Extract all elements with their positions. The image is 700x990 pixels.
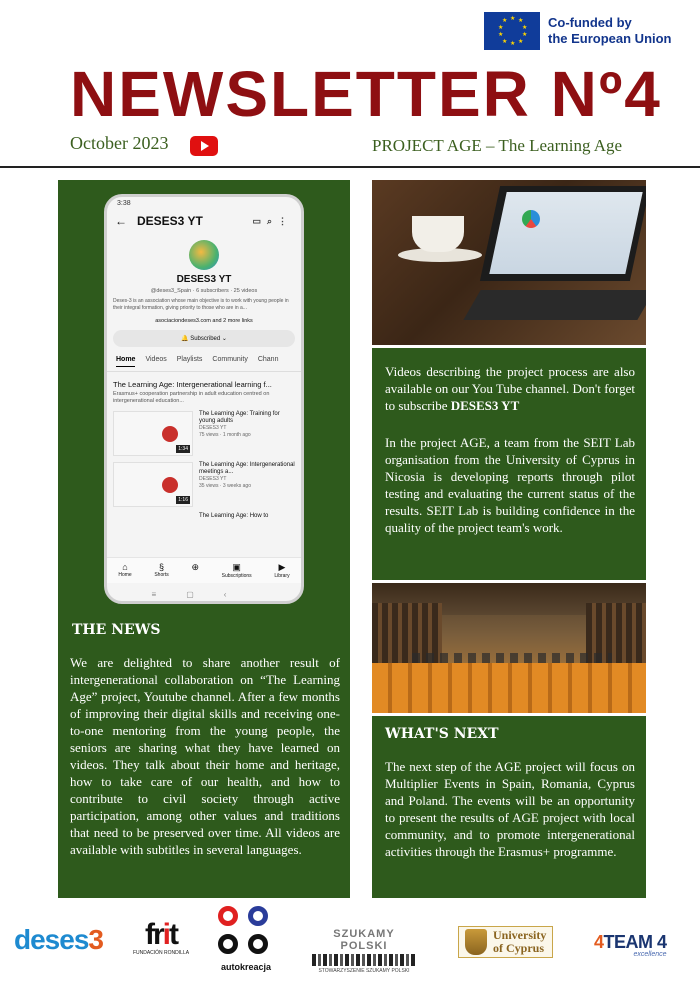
tab-home: Home xyxy=(116,356,135,367)
home-icon: ⌂ xyxy=(122,562,128,572)
video-title: The Learning Age: How to xyxy=(199,513,269,519)
fundacion-rondilla-logo: frit FUNDACIÓN RONDILLA xyxy=(132,918,190,956)
project-name: PROJECT AGE – The Learning Age xyxy=(372,136,623,155)
back-arrow-icon: ← xyxy=(115,214,127,228)
nav-shorts: § Shorts xyxy=(154,562,169,578)
video-channel: DESES3 YT xyxy=(199,476,227,482)
deses3-logo: deses3 xyxy=(14,924,103,955)
next-body: The next step of the AGE project will focus on Multiplier Events in Spain, Romania, Cyprus and Poland. The events will be an opportunity to present the results of AGE project with local community, and to promote intergenerational activities through the Erasmus+ programme. xyxy=(385,759,635,859)
tab-playlists: Playlists xyxy=(176,356,203,363)
university-of-cyprus-logo: University of Cyprus xyxy=(458,926,553,958)
video-item xyxy=(107,507,301,520)
video-channel: DESES3 YT xyxy=(199,425,227,431)
cyprus-emblem-icon xyxy=(465,929,487,955)
channel-name-bold: DESES3 YT xyxy=(450,398,520,413)
video-thumbnail: 1:16 xyxy=(113,462,193,507)
seit-lab-text: In the project AGE, a team from the SEIT Lab organisation from the University of Cyprus in Nicosia is developing reports through pilot testing and evaluating the current status of the results. SEIT Lab is building confidence in the quality of the project team's work. xyxy=(385,435,635,535)
youtube-icon[interactable] xyxy=(190,136,218,156)
next-heading: WHAT'S NEXT xyxy=(385,726,499,742)
issue-date: October 2023 xyxy=(70,133,169,153)
laptop-coffee-photo xyxy=(372,180,646,345)
videos-text: Videos describing the project process are also available on our You Tube channel. Don't forget to subscribe DESES3 YT xyxy=(385,364,635,413)
subscriptions-icon: ▣ xyxy=(232,562,241,572)
phone-system-nav: ≡▢‹ xyxy=(151,590,257,599)
news-heading: THE NEWS xyxy=(72,622,161,638)
library-icon: ▶ xyxy=(278,562,286,572)
eu-cofunded-text: Co-funded by the European Union xyxy=(548,15,672,46)
phone-app-bar xyxy=(107,210,301,232)
cast-search-more-icon: ▭⌕⋮ xyxy=(252,215,293,226)
newsletter-title: NEWSLETTER Nº4 xyxy=(70,58,662,130)
video-item xyxy=(107,405,301,456)
nav-subscriptions: ▣ Subscriptions xyxy=(221,562,252,579)
channel-links: asociaciondeses3.com and 2 more links xyxy=(155,318,253,324)
featured-video-desc: Erasmus+ cooperation partnership in adult education centred on intergenerational education... xyxy=(113,391,270,404)
channel-meta: @deses3_Spain · 6 subscribers · 25 videos xyxy=(150,288,258,294)
video-title: The Learning Age: Training for young adults xyxy=(199,411,280,424)
channel-avatar xyxy=(189,240,219,270)
news-body: We are delighted to share another result of intergenerational collaboration on “The Learning Age” project, Youtube channel. After a few months of improving their digital skills and receiving one-to-one mentoring from the young people, the seniors are sharing what they have learned on videos. They talk about their home and heritage, how to take care of our health, and how to contribute to civil society through active participation, among other values and traditions that need to be preserved over time. All videos are available with subtitles in several languages. xyxy=(70,655,340,857)
szukamy-polski-logo: SZUKAMY POLSKI STOWARZYSZENIE SZUKAMY POLSKI xyxy=(312,928,416,974)
channel-tabs xyxy=(107,349,301,372)
tab-community: Community xyxy=(212,356,248,363)
video-thumbnail: 1:34 xyxy=(113,411,193,456)
nav-home: ⌂ Home xyxy=(118,562,132,578)
channel-title: DESES3 YT xyxy=(137,214,203,228)
channel-description: Deses-3 is an association whose main objective is to work with young people in their integral formation, giving priority to those who are in a... xyxy=(113,298,289,311)
shorts-icon: § xyxy=(159,562,165,572)
plus-icon: ⊕ xyxy=(191,562,199,572)
video-stats: 75 views · 1 month ago xyxy=(199,432,251,438)
eu-cofunded-badge xyxy=(484,12,672,50)
phone-bottom-nav xyxy=(107,557,301,583)
eu-flag-icon: ★ ★ ★ ★ ★ ★ ★ ★ ★ ★ xyxy=(484,12,540,50)
channel-name: DESES3 YT xyxy=(176,274,232,285)
video-stats: 35 views · 3 weeks ago xyxy=(199,483,251,489)
nav-create xyxy=(191,562,199,579)
tab-videos: Videos xyxy=(145,356,167,363)
lecture-hall-photo xyxy=(372,583,646,713)
team4-excellence-logo: 4TEAM 4 excellence xyxy=(594,932,667,958)
autokreacja-logo: autokreacja xyxy=(214,904,278,972)
tab-channels: Chann xyxy=(257,356,279,363)
featured-video-title: The Learning Age: Intergenerational learning f... xyxy=(113,380,272,389)
video-item xyxy=(107,456,301,507)
phone-screenshot xyxy=(104,194,304,604)
subscribed-button: 🔔 Subscribed ⌄ xyxy=(113,330,295,347)
header-divider xyxy=(0,166,700,168)
phone-status-bar: 3:38 xyxy=(117,200,131,207)
video-title: The Learning Age: Intergenerational meetings a... xyxy=(199,462,295,475)
nav-library: ▶ Library xyxy=(274,562,290,579)
